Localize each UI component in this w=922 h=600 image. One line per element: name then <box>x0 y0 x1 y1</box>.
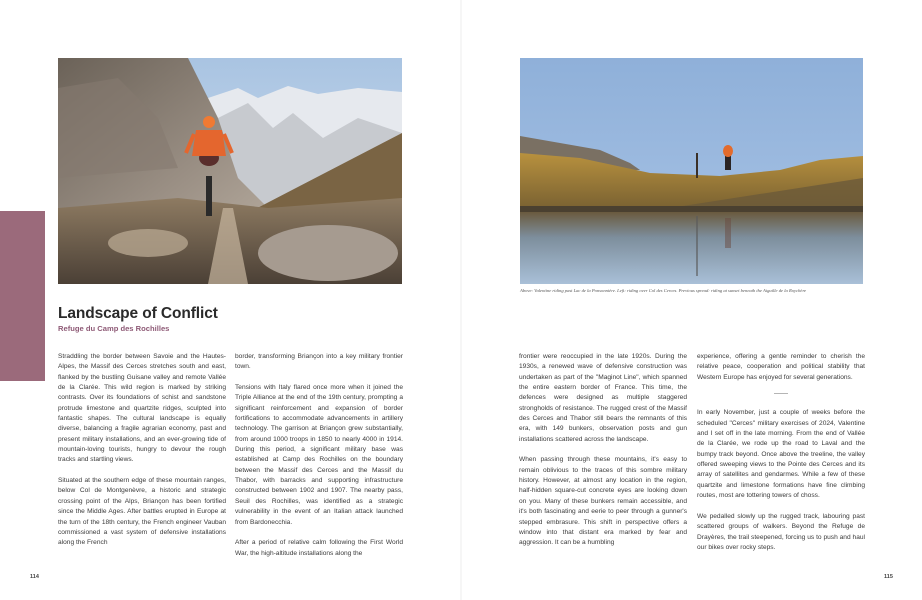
paragraph: frontier were reoccupied in the late 1920s. During the 1930s, a renewed wave of defensive construction was undertaken as part of the "Maginot Line", which spanned the entire eastern border of France. This time, the defences were designed as multiple staggered strongholds of resistance. The rugged crest of the Massif des Cerces and Thabor still bears the remnants of this era, with 149 bunkers, observation posts and gun installations scattered across the landscape. <box>519 353 687 443</box>
text-column-2 <box>235 352 403 569</box>
section-divider <box>774 393 788 394</box>
paragraph: In early November, just a couple of weeks before the scheduled "Cerces" military exercises of 2024, Valentine and I set off in the late morning. From the end of Vallée de la Clarée, we rode up the road to Laval and the bumpy track beyond. Once above the treeline, the valley offered sweeping views to the Pointe des Cerces and its array of satellites and gendarmes. While a few of these quartzite and limestone formations have fine climbing routes, most are tottering towers of choss. <box>697 409 865 500</box>
photo-lake-reflection-cyclist <box>520 58 863 284</box>
photo-caption: Above: Valentine riding past Lac de la Ponsonnière. Left: riding over Col des Cerces. Previous spread: riding at sunset beneath the Aiguille de la Roychère <box>520 288 807 293</box>
article-heading: Landscape of Conflict <box>58 305 218 322</box>
lake-cyclist-photo-icon <box>520 58 863 284</box>
paragraph: border, transforming Briançon into a key military frontier town. <box>235 353 403 371</box>
text-column-1 <box>58 352 226 559</box>
text-column-3 <box>519 352 687 559</box>
mountain-biker-photo-icon <box>58 58 402 284</box>
paragraph: experience, offering a gentle reminder to cherish the relative peace, cooperation and political stability that Western Europe has enjoyed for several generations. <box>697 353 865 381</box>
paragraph: Straddling the border between Savoie and the Hautes-Alpes, the Massif des Cerces stretches south and east, flanked by the bustling Guisane valley and remote Vallée de la Clarée. This wild region is marked by striking contrasts. Over its foundations of schist and sandstone protrude limestone and quartzite ridges, sculpted into fantastic shapes. The cultural landscape is equally diverse, balancing a fragile agrarian economy, past and present military installations, and an ever-growing tide of mountain-loving tourists, hungry to devour the rough tracks and startling views. <box>58 353 226 464</box>
paragraph: After a period of relative calm following the First World War, the high-altitude installations along the <box>235 539 403 557</box>
paragraph: We pedalled slowly up the rugged track, labouring past scattered groups of walkers. Beyond the Refuge de Drayères, the trail steepened, forcing us to push and haul our bikes over rocky steps. <box>697 512 865 551</box>
page-number-left: 114 <box>30 574 39 580</box>
accent-bar <box>0 211 45 381</box>
page-number-right: 115 <box>884 574 893 580</box>
page-gutter <box>460 0 462 600</box>
paragraph: Tensions with Italy flared once more when it joined the Triple Alliance at the end of the 19th century, prompting a significant reinforcement and expansion of border fortifications to accommodate advancements in artillery technology. The garrison at Briançon grew substantially, from around 1000 troops in 1850 to nearly 4000 in 1914. During this period, a significant military base was established at Camp des Rochilles on the boundary between the Massif des Cerces and the Massif du Thabor, with barracks and supporting infrastructure constructed between 1902 and 1907. The nearby pass, Seuil des Rochilles, was identified as a strategic vulnerability in the event of an Italian attack launched from Bardonecchia. <box>235 384 403 526</box>
paragraph: When passing through these mountains, it's easy to remain oblivious to the traces of this sombre military history. However, at almost any location in the region, half-hidden square-cut concrete eyes are looking down on you. Many of these bunkers remain accessible, and it's both fascinating and eerie to peer through a gunner's stepped embrasure. This shift in perspective offers a window into that distant era marked by fear and aggression. It can be a humbling <box>519 456 687 547</box>
article-subheading: Refuge du Camp des Rochilles <box>58 324 170 333</box>
paragraph: Situated at the southern edge of these mountain ranges, below Col de Montgenèvre, a historic and strategic crossing point of the Alps, Briançon has been fortified since the Middle Ages. After battles erupted in Europe at the turn of the 18th century, the French engineer Vauban commissioned a vast system of defensive installations along the French <box>58 477 226 547</box>
text-column-4 <box>697 352 865 564</box>
photo-mountain-biker-trail <box>58 58 402 284</box>
